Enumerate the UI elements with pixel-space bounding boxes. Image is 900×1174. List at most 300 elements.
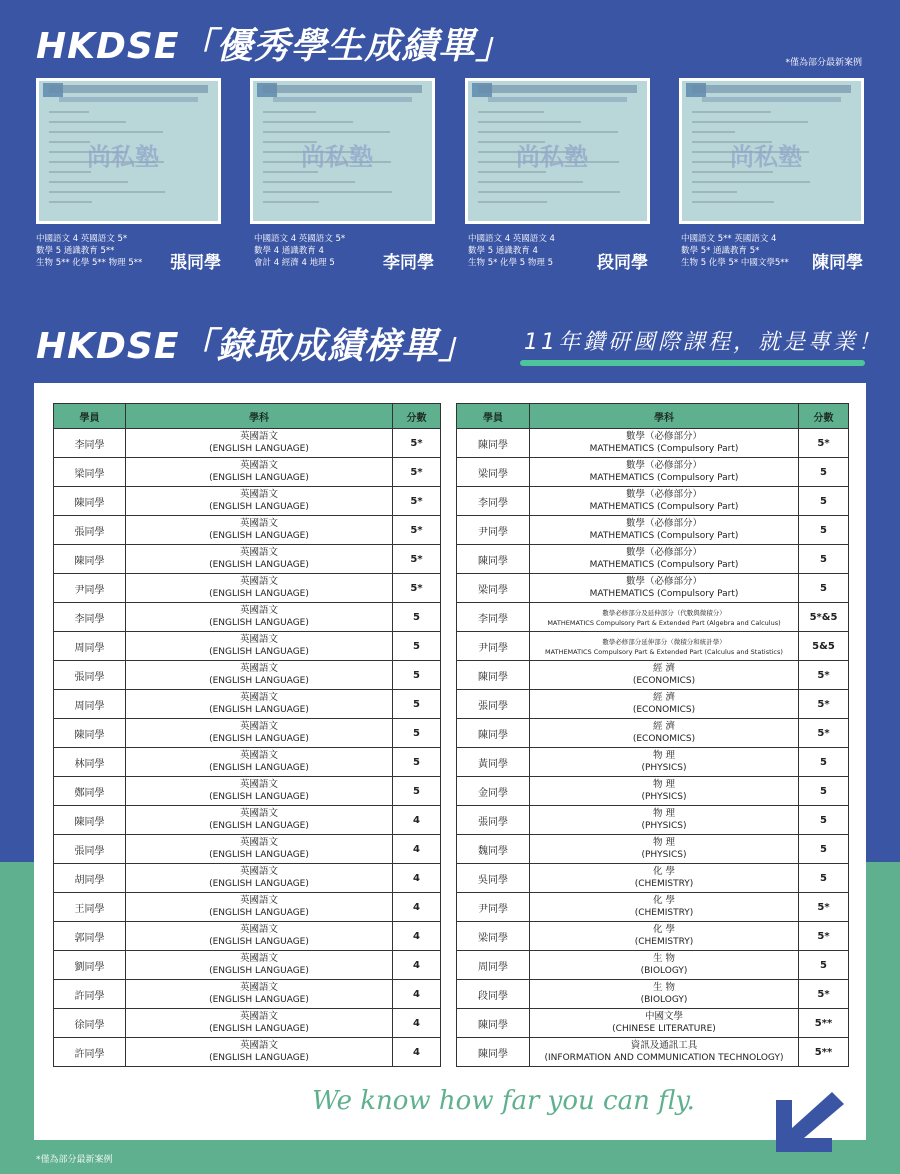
score: 5* xyxy=(799,661,849,690)
certificate-image xyxy=(36,78,221,224)
subject-zh: 英國語文 xyxy=(239,489,278,500)
subject-zh: 資訊及通訊工具 xyxy=(630,1040,698,1051)
table-row xyxy=(457,922,849,951)
subject-en: (PHYSICS) xyxy=(641,763,687,773)
score: 4 xyxy=(393,1009,441,1038)
subject-cell xyxy=(126,661,393,690)
score: 5 xyxy=(799,835,849,864)
subject-zh: 生 物 xyxy=(652,982,676,993)
score: 5 xyxy=(799,574,849,603)
subject-cell xyxy=(126,777,393,806)
section1-note: *僅為部分最新案例 xyxy=(785,58,862,68)
table-row xyxy=(457,487,849,516)
student-name: 林同學 xyxy=(54,748,126,777)
certificate-text-line xyxy=(692,201,774,203)
score: 5 xyxy=(393,603,441,632)
student-name: 陳同學 xyxy=(457,429,530,458)
watermark: 尚私塾 xyxy=(87,143,159,171)
subject-cell xyxy=(126,429,393,458)
student-name: 梁同學 xyxy=(457,922,530,951)
subject-cell xyxy=(530,574,799,603)
subject-en: MATHEMATICS (Compulsory Part) xyxy=(589,531,739,541)
student-name: 李同學 xyxy=(457,487,530,516)
table-row xyxy=(457,632,849,661)
subject-en: (ENGLISH LANGUAGE) xyxy=(209,531,309,541)
subject-zh: 物 理 xyxy=(652,750,676,761)
subject-cell xyxy=(126,806,393,835)
subject-en: (ENGLISH LANGUAGE) xyxy=(209,966,309,976)
table-row xyxy=(54,864,441,893)
score: 5*&5 xyxy=(799,603,849,632)
subject-en: (ENGLISH LANGUAGE) xyxy=(209,589,309,599)
subject-cell xyxy=(530,777,799,806)
subject-cell xyxy=(530,893,799,922)
student-name: 吳同學 xyxy=(457,864,530,893)
subject-zh: 物 理 xyxy=(652,837,676,848)
subject-zh: 英國語文 xyxy=(239,634,278,645)
certificate-text-line xyxy=(478,131,618,133)
subject-en: (ENGLISH LANGUAGE) xyxy=(209,908,309,918)
subject-zh: 英國語文 xyxy=(239,837,278,848)
table-row xyxy=(54,574,441,603)
score: 5 xyxy=(393,777,441,806)
student-name: 黃同學 xyxy=(457,748,530,777)
score: 4 xyxy=(393,1038,441,1067)
card-student-name: 張同學 xyxy=(170,253,221,273)
table-row xyxy=(54,516,441,545)
subject-zh: 數學必修部分延伸部分（微積分和統計學） xyxy=(602,638,726,646)
student-name: 胡同學 xyxy=(54,864,126,893)
table-row xyxy=(457,690,849,719)
table-row xyxy=(54,1009,441,1038)
subject-en: (ENGLISH LANGUAGE) xyxy=(209,763,309,773)
certificate-text-line xyxy=(478,191,620,193)
certificate-text-line xyxy=(49,131,163,133)
student-name: 周同學 xyxy=(54,690,126,719)
caption-line: 數學 5 通識教育 4 xyxy=(468,246,538,256)
student-name: 郭同學 xyxy=(54,922,126,951)
student-name: 許同學 xyxy=(54,1038,126,1067)
subject-zh: 英國語文 xyxy=(239,982,278,993)
table-row xyxy=(457,574,849,603)
certificate-text-line xyxy=(263,121,353,123)
subject-en: (ENGLISH LANGUAGE) xyxy=(209,705,309,715)
student-name: 段同學 xyxy=(457,980,530,1009)
subject-zh: 英國語文 xyxy=(239,663,278,674)
header-subject: 學科 xyxy=(530,404,799,429)
subject-zh: 英國語文 xyxy=(239,866,278,877)
score: 5* xyxy=(799,922,849,951)
certificate-subheader xyxy=(273,97,412,102)
score: 5&5 xyxy=(799,632,849,661)
subject-zh: 英國語文 xyxy=(239,576,278,587)
score: 5* xyxy=(393,429,441,458)
score: 5 xyxy=(393,748,441,777)
subject-zh: 化 學 xyxy=(652,866,676,877)
certificate-text-line xyxy=(263,191,392,193)
subject-en: (ENGLISH LANGUAGE) xyxy=(209,1024,309,1034)
subject-zh: 化 學 xyxy=(652,924,676,935)
student-name: 陳同學 xyxy=(457,1038,530,1067)
table-row xyxy=(54,487,441,516)
certificate-header xyxy=(478,85,637,93)
table-row xyxy=(54,980,441,1009)
table-row xyxy=(54,632,441,661)
score: 4 xyxy=(393,806,441,835)
subject-cell xyxy=(126,719,393,748)
subject-cell xyxy=(126,574,393,603)
subject-zh: 數學（必修部分） xyxy=(625,489,702,500)
subject-zh: 英國語文 xyxy=(239,779,278,790)
subject-cell xyxy=(126,516,393,545)
table-row xyxy=(54,661,441,690)
subject-cell xyxy=(126,748,393,777)
arrow-down-left-icon xyxy=(770,1090,858,1158)
table-row xyxy=(457,864,849,893)
subject-zh: 生 物 xyxy=(652,953,676,964)
section2-title: HKDSE「錄取成績榜單」 xyxy=(36,326,476,367)
subject-cell xyxy=(530,864,799,893)
subject-zh: 數學（必修部分） xyxy=(625,518,702,529)
subject-en: (PHYSICS) xyxy=(641,850,687,860)
table-row xyxy=(54,690,441,719)
slogan-underline xyxy=(520,360,865,366)
subject-cell xyxy=(126,603,393,632)
score: 5 xyxy=(393,719,441,748)
card-caption xyxy=(36,233,142,269)
subject-en: (ENGLISH LANGUAGE) xyxy=(209,734,309,744)
subject-cell xyxy=(530,748,799,777)
score: 5* xyxy=(799,980,849,1009)
certificate-text-line xyxy=(49,201,92,203)
subject-cell xyxy=(126,922,393,951)
table-row xyxy=(54,719,441,748)
student-name: 尹同學 xyxy=(457,516,530,545)
score: 5* xyxy=(393,545,441,574)
table-row xyxy=(54,922,441,951)
subject-en: MATHEMATICS Compulsory Part & Extended Part (Calculus and Statistics) xyxy=(545,648,783,656)
subject-cell xyxy=(126,487,393,516)
subject-en: (ENGLISH LANGUAGE) xyxy=(209,995,309,1005)
score: 5* xyxy=(393,458,441,487)
subject-en: (ENGLISH LANGUAGE) xyxy=(209,879,309,889)
slogan: 11年鑽研國際課程，就是專業！ xyxy=(524,330,883,355)
score: 5 xyxy=(799,458,849,487)
subject-cell xyxy=(530,980,799,1009)
table-row xyxy=(457,429,849,458)
subject-cell xyxy=(126,980,393,1009)
table-row xyxy=(457,458,849,487)
subject-zh: 英國語文 xyxy=(239,1040,278,1051)
table-row xyxy=(54,603,441,632)
table-row xyxy=(54,1038,441,1067)
table-row xyxy=(457,719,849,748)
score: 5 xyxy=(799,545,849,574)
caption-line: 中國語文 4 英國語文 5* xyxy=(36,234,128,244)
subject-en: (ENGLISH LANGUAGE) xyxy=(209,560,309,570)
caption-line: 生物 5* 化學 5 物理 5 xyxy=(468,258,553,268)
subject-cell xyxy=(126,893,393,922)
score: 5 xyxy=(799,951,849,980)
subject-en: (ECONOMICS) xyxy=(632,676,696,686)
header-subject: 學科 xyxy=(126,404,393,429)
watermark: 尚私塾 xyxy=(516,143,588,171)
subject-zh: 經 濟 xyxy=(652,721,676,732)
certificate-text-line xyxy=(478,201,547,203)
student-name: 張同學 xyxy=(54,516,126,545)
certificate-text-line xyxy=(263,111,316,113)
student-name: 張同學 xyxy=(457,806,530,835)
subject-zh: 物 理 xyxy=(652,779,676,790)
score: 5* xyxy=(799,719,849,748)
student-name: 張同學 xyxy=(54,661,126,690)
caption-line: 生物 5 化學 5* 中國文學5** xyxy=(681,258,789,268)
student-name: 梁同學 xyxy=(54,458,126,487)
subject-cell xyxy=(126,951,393,980)
subject-zh: 英國語文 xyxy=(239,953,278,964)
caption-line: 中國語文 4 英國語文 5* xyxy=(254,234,346,244)
score: 5* xyxy=(393,574,441,603)
header-score: 分數 xyxy=(393,404,441,429)
subject-en: (ENGLISH LANGUAGE) xyxy=(209,502,309,512)
card-caption xyxy=(468,233,555,269)
subject-cell xyxy=(530,603,799,632)
student-name: 尹同學 xyxy=(457,893,530,922)
subject-en: (BIOLOGY) xyxy=(640,966,688,976)
table-row xyxy=(457,777,849,806)
subject-cell xyxy=(530,806,799,835)
table-row xyxy=(457,748,849,777)
student-name: 張同學 xyxy=(457,690,530,719)
section1-title: HKDSE「優秀學生成績單」 xyxy=(36,26,513,67)
table-row xyxy=(54,806,441,835)
table-row xyxy=(457,603,849,632)
certificate-text-line xyxy=(478,121,581,123)
subject-zh: 數學（必修部分） xyxy=(625,547,702,558)
subject-cell xyxy=(530,835,799,864)
certificate-text-line xyxy=(49,181,128,183)
certificate-text-line xyxy=(478,181,583,183)
subject-en: (ECONOMICS) xyxy=(632,705,696,715)
score: 5 xyxy=(799,864,849,893)
certificate-text-line xyxy=(692,111,771,113)
subject-en: MATHEMATICS Compulsory Part & Extended Part (Algebra and Calculus) xyxy=(547,619,781,627)
subject-cell xyxy=(126,864,393,893)
subject-en: (ENGLISH LANGUAGE) xyxy=(209,821,309,831)
table-row xyxy=(457,893,849,922)
subject-en: (CHEMISTRY) xyxy=(634,879,694,889)
student-name: 張同學 xyxy=(54,835,126,864)
student-name: 許同學 xyxy=(54,980,126,1009)
card-student-name: 陳同學 xyxy=(812,253,863,273)
certificate-text-line xyxy=(49,121,126,123)
subject-en: (ECONOMICS) xyxy=(632,734,696,744)
student-name: 陳同學 xyxy=(54,719,126,748)
certificate-image xyxy=(465,78,650,224)
subject-en: (PHYSICS) xyxy=(641,821,687,831)
table-row xyxy=(457,980,849,1009)
subject-zh: 物 理 xyxy=(652,808,676,819)
subject-zh: 英國語文 xyxy=(239,750,278,761)
table-row xyxy=(457,545,849,574)
caption-line: 數學 5* 通識教育 5* xyxy=(681,246,760,256)
header-score: 分數 xyxy=(799,404,849,429)
subject-cell xyxy=(530,951,799,980)
student-name: 陳同學 xyxy=(457,1009,530,1038)
student-name: 尹同學 xyxy=(457,632,530,661)
certificate-header xyxy=(263,85,422,93)
subject-cell xyxy=(126,1038,393,1067)
subject-zh: 英國語文 xyxy=(239,721,278,732)
subject-en: (PHYSICS) xyxy=(641,792,687,802)
certificate-text-line xyxy=(692,181,810,183)
subject-cell xyxy=(530,922,799,951)
subject-cell xyxy=(126,458,393,487)
student-name: 陳同學 xyxy=(457,719,530,748)
caption-line: 生物 5** 化學 5** 物理 5** xyxy=(36,258,143,268)
subject-zh: 英國語文 xyxy=(239,605,278,616)
student-name: 周同學 xyxy=(457,951,530,980)
subject-cell xyxy=(530,545,799,574)
subject-zh: 數學（必修部分） xyxy=(625,460,702,471)
certificate-text-line xyxy=(49,171,91,173)
score: 5 xyxy=(799,516,849,545)
certificate-text-line xyxy=(263,181,355,183)
subject-cell xyxy=(530,487,799,516)
caption-line: 會計 4 經濟 4 地理 5 xyxy=(254,258,335,268)
certificate-text-line xyxy=(692,131,735,133)
score: 5 xyxy=(393,661,441,690)
subject-zh: 英國語文 xyxy=(239,692,278,703)
student-name: 陳同學 xyxy=(54,806,126,835)
score: 5* xyxy=(393,516,441,545)
caption-line: 中國語文 5** 英國語文 4 xyxy=(681,234,777,244)
subject-zh: 英國語文 xyxy=(239,924,278,935)
table-row xyxy=(54,951,441,980)
score: 4 xyxy=(393,922,441,951)
student-name: 劉同學 xyxy=(54,951,126,980)
subject-cell xyxy=(530,458,799,487)
subject-cell xyxy=(530,1009,799,1038)
subject-en: (ENGLISH LANGUAGE) xyxy=(209,647,309,657)
student-name: 周同學 xyxy=(54,632,126,661)
table-row xyxy=(457,1038,849,1067)
score: 5** xyxy=(799,1009,849,1038)
table-row xyxy=(54,429,441,458)
subject-zh: 英國語文 xyxy=(239,547,278,558)
subject-en: (ENGLISH LANGUAGE) xyxy=(209,937,309,947)
student-name: 金同學 xyxy=(457,777,530,806)
table-row xyxy=(457,661,849,690)
card-student-name: 段同學 xyxy=(597,253,648,273)
subject-en: MATHEMATICS (Compulsory Part) xyxy=(589,560,739,570)
table-row xyxy=(457,806,849,835)
subject-cell xyxy=(530,661,799,690)
subject-en: MATHEMATICS (Compulsory Part) xyxy=(589,589,739,599)
caption-line: 數學 5 通識教育 5** xyxy=(36,246,115,256)
certificate-subheader xyxy=(488,97,627,102)
subject-cell xyxy=(126,690,393,719)
student-name: 李同學 xyxy=(54,603,126,632)
bottom-note: *僅為部分最新案例 xyxy=(36,1155,113,1165)
score: 5* xyxy=(799,893,849,922)
score: 5 xyxy=(799,748,849,777)
certificate-text-line xyxy=(49,111,89,113)
table-row xyxy=(54,545,441,574)
certificate-image xyxy=(679,78,864,224)
certificate-text-line xyxy=(478,111,544,113)
student-name: 陳同學 xyxy=(457,661,530,690)
score: 5 xyxy=(799,487,849,516)
subject-en: (ENGLISH LANGUAGE) xyxy=(209,473,309,483)
subject-zh: 英國語文 xyxy=(239,518,278,529)
certificate-subheader xyxy=(59,97,198,102)
student-name: 鄭同學 xyxy=(54,777,126,806)
card-student-name: 李同學 xyxy=(383,253,434,273)
subject-zh: 英國語文 xyxy=(239,808,278,819)
score: 5 xyxy=(393,632,441,661)
subject-en: (ENGLISH LANGUAGE) xyxy=(209,618,309,628)
certificate-image xyxy=(250,78,435,224)
table-row xyxy=(457,1009,849,1038)
table-row xyxy=(457,835,849,864)
subject-zh: 中國文學 xyxy=(644,1011,683,1022)
header-student: 學員 xyxy=(54,404,126,429)
certificate-text-line xyxy=(263,131,390,133)
script-tagline: We know how far you can fly. xyxy=(312,1086,695,1116)
subject-cell xyxy=(530,719,799,748)
student-name: 尹同學 xyxy=(54,574,126,603)
subject-zh: 英國語文 xyxy=(239,895,278,906)
score: 4 xyxy=(393,835,441,864)
subject-en: (ENGLISH LANGUAGE) xyxy=(209,1053,309,1063)
watermark: 尚私塾 xyxy=(301,143,373,171)
certificate-header xyxy=(49,85,208,93)
subject-zh: 英國語文 xyxy=(239,431,278,442)
subject-en: MATHEMATICS (Compulsory Part) xyxy=(589,473,739,483)
subject-zh: 數學（必修部分） xyxy=(625,576,702,587)
score: 4 xyxy=(393,980,441,1009)
score: 5 xyxy=(393,690,441,719)
subject-zh: 數學（必修部分） xyxy=(625,431,702,442)
subject-en: (INFORMATION AND COMMUNICATION TECHNOLOGY) xyxy=(544,1053,784,1063)
subject-en: (ENGLISH LANGUAGE) xyxy=(209,676,309,686)
subject-cell xyxy=(530,690,799,719)
card-caption xyxy=(254,233,345,269)
score: 5* xyxy=(799,429,849,458)
score: 4 xyxy=(393,864,441,893)
subject-en: (ENGLISH LANGUAGE) xyxy=(209,792,309,802)
subject-cell xyxy=(530,1038,799,1067)
score: 5** xyxy=(799,1038,849,1067)
subject-cell xyxy=(126,545,393,574)
certificate-text-line xyxy=(49,191,165,193)
score: 4 xyxy=(393,951,441,980)
subject-en: (ENGLISH LANGUAGE) xyxy=(209,444,309,454)
card-caption xyxy=(681,233,789,269)
student-name: 王同學 xyxy=(54,893,126,922)
table-row xyxy=(54,748,441,777)
certificate-subheader xyxy=(702,97,841,102)
student-name: 陳同學 xyxy=(457,545,530,574)
table-row xyxy=(54,458,441,487)
table-row xyxy=(54,835,441,864)
certificate-header xyxy=(692,85,851,93)
subject-en: MATHEMATICS (Compulsory Part) xyxy=(589,502,739,512)
header-student: 學員 xyxy=(457,404,530,429)
subject-zh: 英國語文 xyxy=(239,1011,278,1022)
certificate-text-line xyxy=(692,191,737,193)
